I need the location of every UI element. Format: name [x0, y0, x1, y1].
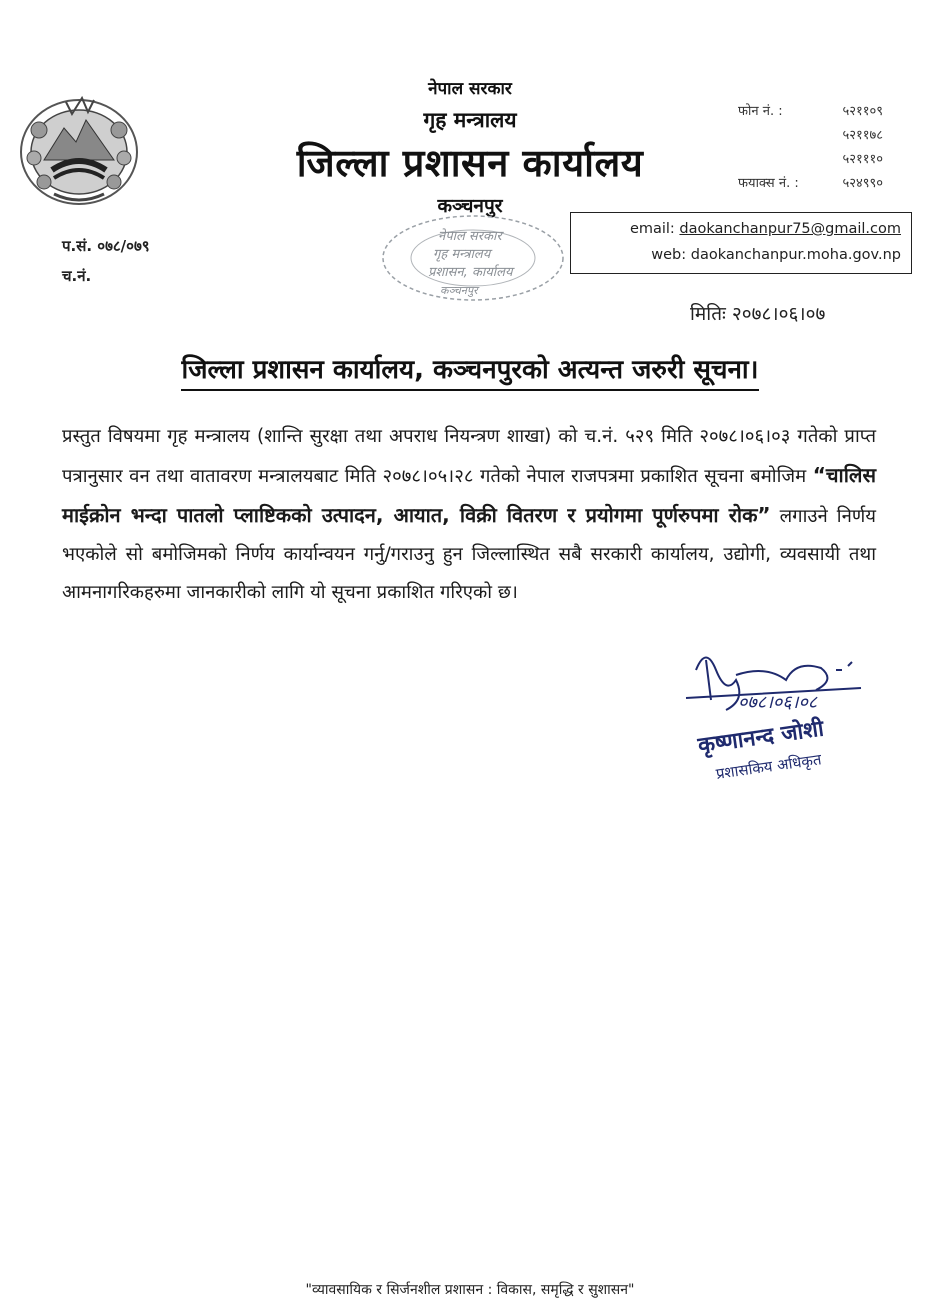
body-text-part-2: लगाउने निर्णय भएकोले सो बमोजिमको निर्णय कार्यान्वयन गर्नु/गराउनु हुन जिल्लास्थित सबै सरकारी कार्यालय, उद्योगी, व्यवसायी तथा आमनागरिकहरुमा जानकारीको लागि यो सूचना प्रकाशित गरिएको छ।: [62, 506, 876, 603]
email-link[interactable]: daokanchanpur75@gmail.com: [679, 221, 901, 237]
government-heading: नेपाल सरकार: [428, 79, 512, 99]
phone-number-2: ५२११७८: [842, 128, 883, 143]
stamp-text-4: कञ्चनपुर: [440, 284, 478, 297]
footer-slogan: "व्यावसायिक र सिर्जनशील प्रशासन : विकास, समृद्धि र सुशासन": [305, 1282, 635, 1298]
signature-date: ०७८।०६।०८: [738, 692, 818, 713]
web-link[interactable]: daokanchanpur.moha.gov.np: [690, 247, 901, 263]
phone-label: फोन नं. :: [738, 104, 783, 119]
contact-box: [570, 212, 912, 274]
body-text-bold: “चालिस माईक्रोन भन्दा पातलो प्लाष्टिकको उत्पादन, आयात, विक्री वितरण र प्रयोगमा पूर्णरुपमा रोक”: [62, 463, 876, 527]
district-heading: कञ्चनपुर: [437, 195, 503, 217]
letter-date: मितिः २०७८।०६।०७: [690, 303, 826, 325]
signatory-name: कृष्णानन्द जोशी: [696, 716, 826, 759]
office-heading: जिल्ला प्रशासन कार्यालय: [296, 141, 644, 185]
stamp-text-1: नेपाल सरकार: [438, 229, 502, 244]
email-label: email:: [629, 221, 675, 237]
web-label: web:: [651, 247, 687, 263]
signature-scribble-icon: [676, 640, 876, 730]
reference-number: प.सं. ०७८/०७९: [62, 237, 150, 255]
ministry-heading: गृह मन्त्रालय: [423, 108, 517, 132]
phone-number-1: ५२११०९: [842, 104, 883, 119]
stamp-text-3: प्रशासन, कार्यालय: [428, 265, 513, 280]
phone-fax-block: [738, 100, 883, 196]
stamp-text-2: गृह मन्त्रालय: [433, 247, 491, 262]
notice-title: जिल्ला प्रशासन कार्यालय, कञ्चनपुरको अत्यन्त जरुरी सूचना।: [181, 355, 758, 391]
dispatch-number: च.नं.: [62, 267, 92, 285]
phone-number-3: ५२१११०: [842, 152, 883, 167]
body-text-part-1: प्रस्तुत विषयमा गृह मन्त्रालय (शान्ति सुरक्षा तथा अपराध नियन्त्रण शाखा) को च.नं. ५२९ मिति २०७८।०६।०३ गतेको प्राप्त पत्रानुसार वन तथा वातावरण मन्त्रालयबाट मिति २०७८।०५।२८ गतेको नेपाल राजपत्रमा प्रकाशित सूचना बमोजिम: [62, 426, 876, 487]
signatory-role: प्रशासकिय अधिकृत: [714, 750, 823, 783]
notice-body: [62, 418, 876, 612]
notice-title-wrap: [0, 350, 940, 386]
fax-label: फयाक्स नं. :: [738, 176, 799, 191]
office-stamp-icon: [378, 206, 568, 302]
fax-number: ५२४९९०: [842, 176, 883, 191]
